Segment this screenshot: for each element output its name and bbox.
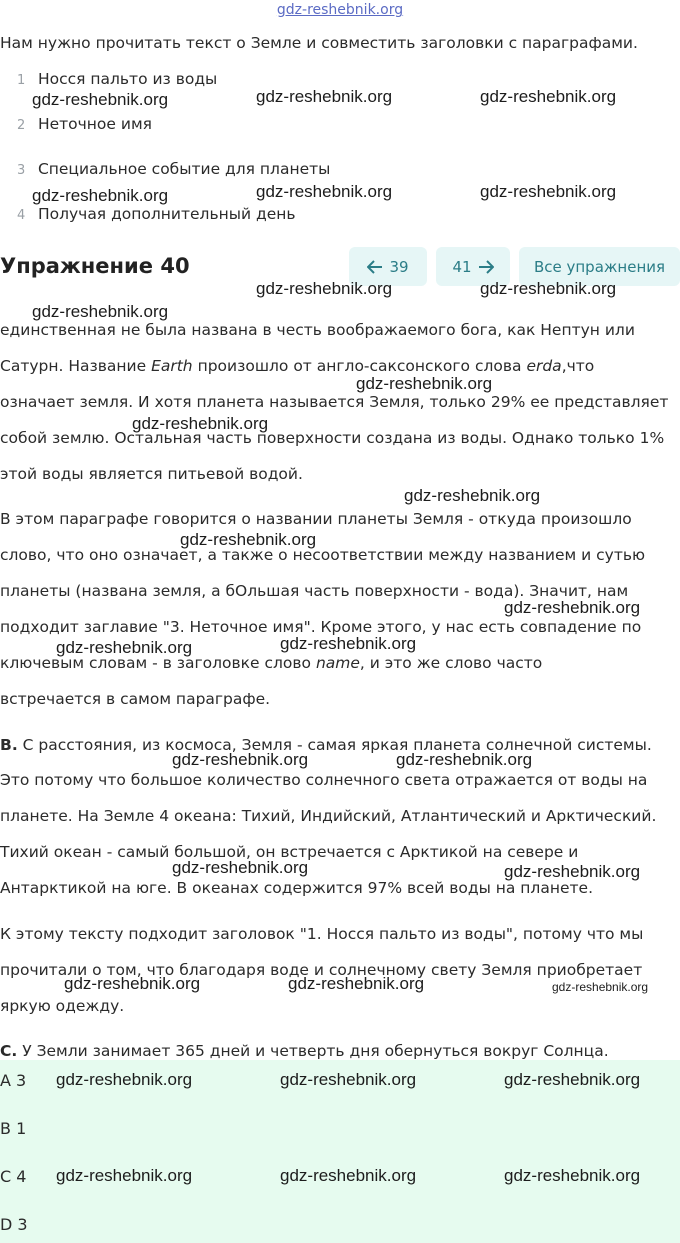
all-exercises-label: Все упражнения: [533, 257, 666, 276]
heading-text: Неточное имя: [37, 115, 152, 133]
heading-item-4: [17, 205, 296, 223]
heading-item-2: [17, 115, 152, 133]
heading-number: 3: [17, 163, 26, 178]
explanation-a-line: ключевым словам - в заголовке слово name, и это же слово часто: [0, 654, 543, 672]
watermark: gdz-reshebnik.org: [64, 974, 201, 993]
explanation-a-line: подходит заглавие "3. Неточное имя". Кроме этого, у нас есть совпадение по: [0, 618, 642, 636]
heading-number: 1: [17, 73, 26, 88]
watermark: gdz-reshebnik.org: [56, 638, 193, 657]
next-exercise-label: 41: [452, 257, 472, 276]
watermark: gdz-reshebnik.org: [504, 1070, 641, 1089]
explanation-a-line: встречается в самом параграфе.: [0, 690, 271, 708]
watermark: gdz-reshebnik.org: [356, 374, 493, 393]
explanation-a-line: планеты (названа земля, а бОльшая часть поверхности - вода). Значит, нам: [0, 582, 629, 600]
paragraph-a-line: Сатурн. Название Earth произошло от англо-саксонского слова erda,что: [0, 357, 595, 375]
watermark: gdz-reshebnik.org: [504, 598, 641, 617]
watermark: gdz-reshebnik.org: [256, 279, 393, 298]
watermark: gdz-reshebnik.org: [256, 87, 393, 106]
watermark: gdz-reshebnik.org: [172, 750, 309, 769]
watermark: gdz-reshebnik.org: [288, 974, 425, 993]
heading-text: Получая дополнительный день: [37, 205, 296, 223]
heading-text: Носся пальто из воды: [37, 70, 218, 88]
watermark: gdz-reshebnik.org: [480, 87, 617, 106]
watermark: gdz-reshebnik.org: [280, 634, 417, 653]
paragraph-b-line: B. С расстояния, из космоса, Земля - самая яркая планета солнечной системы.: [0, 736, 652, 754]
watermark: gdz-reshebnik.org: [480, 182, 617, 201]
heading-item-3: [17, 160, 330, 178]
explanation-b-line: К этому тексту подходит заголовок "1. Носся пальто из воды", потому что мы: [0, 925, 644, 943]
explanation-a-line: В этом параграфе говорится о названии планеты Земля - откуда произошло: [0, 510, 632, 528]
watermark: gdz-reshebnik.org: [504, 862, 641, 881]
watermark: gdz-reshebnik.org: [552, 980, 649, 994]
answer-item: C 4: [0, 1167, 27, 1186]
arrow-left-icon: [367, 260, 383, 274]
heading-number: 2: [17, 118, 26, 133]
watermark: gdz-reshebnik.org: [32, 90, 169, 109]
watermark: gdz-reshebnik.org: [172, 858, 309, 877]
heading-item-1: [17, 70, 217, 88]
paragraph-b-line: Антарктикой на юге. В океанах содержится 97% всей воды на планете.: [0, 879, 593, 897]
answer-item: B 1: [0, 1119, 27, 1138]
intro-text: Нам нужно прочитать текст о Земле и совместить заголовки с параграфами.: [0, 34, 638, 52]
watermark: gdz-reshebnik.org: [504, 1166, 641, 1185]
paragraph-b-line: Это потому что большое количество солнечного света отражается от воды на: [0, 771, 648, 789]
watermark: gdz-reshebnik.org: [404, 486, 541, 505]
explanation-b-line: яркую одежду.: [0, 997, 125, 1015]
watermark: gdz-reshebnik.org: [396, 750, 533, 769]
answer-item: A 3: [0, 1071, 27, 1090]
exercise-title: Упражнение 40: [0, 254, 190, 278]
heading-number: 4: [17, 208, 26, 223]
watermark: gdz-reshebnik.org: [280, 1070, 417, 1089]
explanation-b-line: прочитали о том, что благодаря воде и солнечному свету Земля приобретает: [0, 961, 643, 979]
watermark: gdz-reshebnik.org: [56, 1166, 193, 1185]
watermark: gdz-reshebnik.org: [132, 414, 269, 433]
watermark: gdz-reshebnik.org: [256, 182, 393, 201]
arrow-right-icon: [478, 260, 494, 274]
paragraph-a-line: этой воды является питьевой водой.: [0, 465, 303, 483]
watermark: gdz-reshebnik.org: [56, 1070, 193, 1089]
answer-item: D 3: [0, 1215, 28, 1234]
prev-exercise-label: 39: [389, 257, 409, 276]
paragraph-b-line: планете. На Земле 4 океана: Тихий, Индийский, Атлантический и Арктический.: [0, 807, 657, 825]
watermark: gdz-reshebnik.org: [480, 279, 617, 298]
watermark: gdz-reshebnik.org: [280, 1166, 417, 1185]
explanation-a-line: слово, что оно означает, а также о несоответствии между названием и сутью: [0, 546, 646, 564]
paragraph-a-line: означает земля. И хотя планета называется Земля, только 29% ее представляет: [0, 393, 669, 411]
paragraph-c-line: C. У Земли занимает 365 дней и четверть дня обернуться вокруг Солнца.: [0, 1042, 609, 1060]
watermark: gdz-reshebnik.org: [32, 302, 169, 321]
paragraph-b-line: Тихий океан - самый большой, он встречается с Арктикой на севере и: [0, 843, 579, 861]
paragraph-a-line: единственная не была названа в честь воображаемого бога, как Нептун или: [0, 321, 635, 339]
site-link[interactable]: gdz-reshebnik.org: [276, 2, 404, 18]
watermark: gdz-reshebnik.org: [180, 530, 317, 549]
heading-text: Специальное событие для планеты: [37, 160, 331, 178]
watermark: gdz-reshebnik.org: [32, 186, 169, 205]
paragraph-a-line: собой землю. Остальная часть поверхности создана из воды. Однако только 1%: [0, 429, 665, 447]
